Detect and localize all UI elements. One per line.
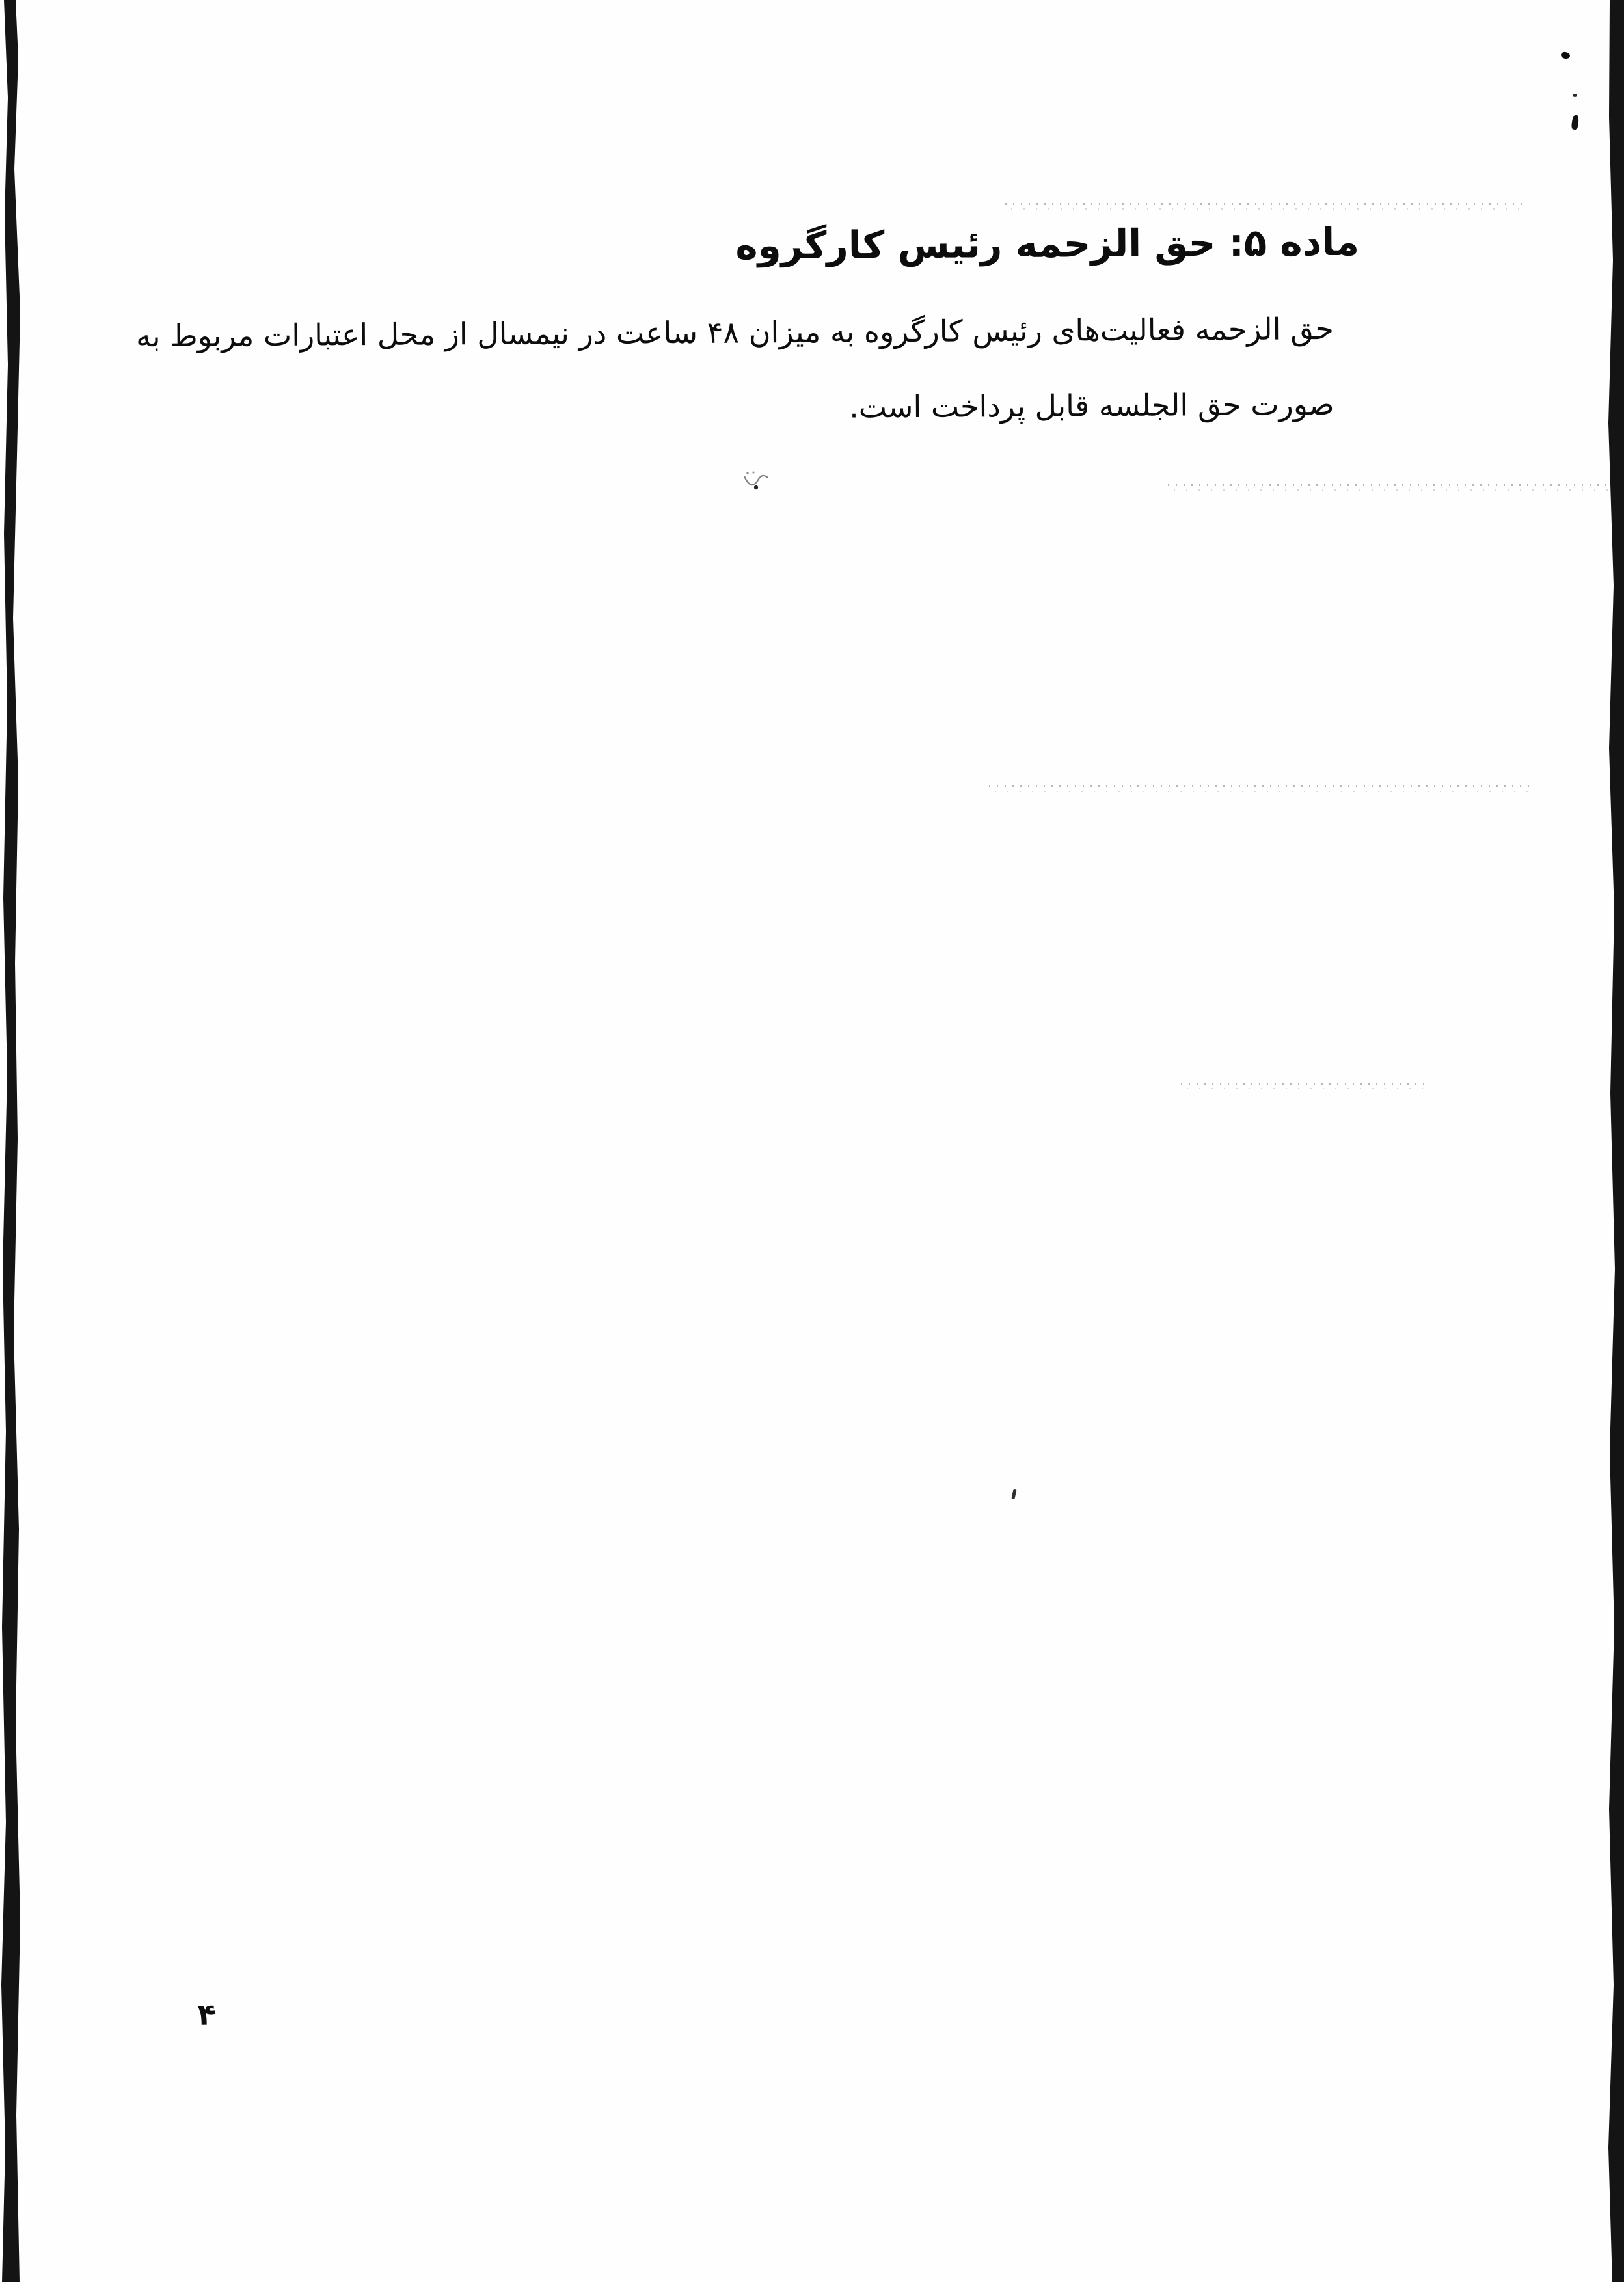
paragraph-line-1: حق الزحمه فعالیت‌های رئیس کارگروه به میزان ۴۸ ساعت در نیمسال از محل اعتبارات مربوط به: [135, 311, 1334, 354]
paragraph-line-2: صورت حق الجلسه قابل پرداخت است.: [848, 386, 1334, 425]
page-number: ۴: [197, 1997, 216, 2032]
article-heading: ماده ۵: حق الزحمه رئیس کارگروه: [735, 219, 1360, 268]
